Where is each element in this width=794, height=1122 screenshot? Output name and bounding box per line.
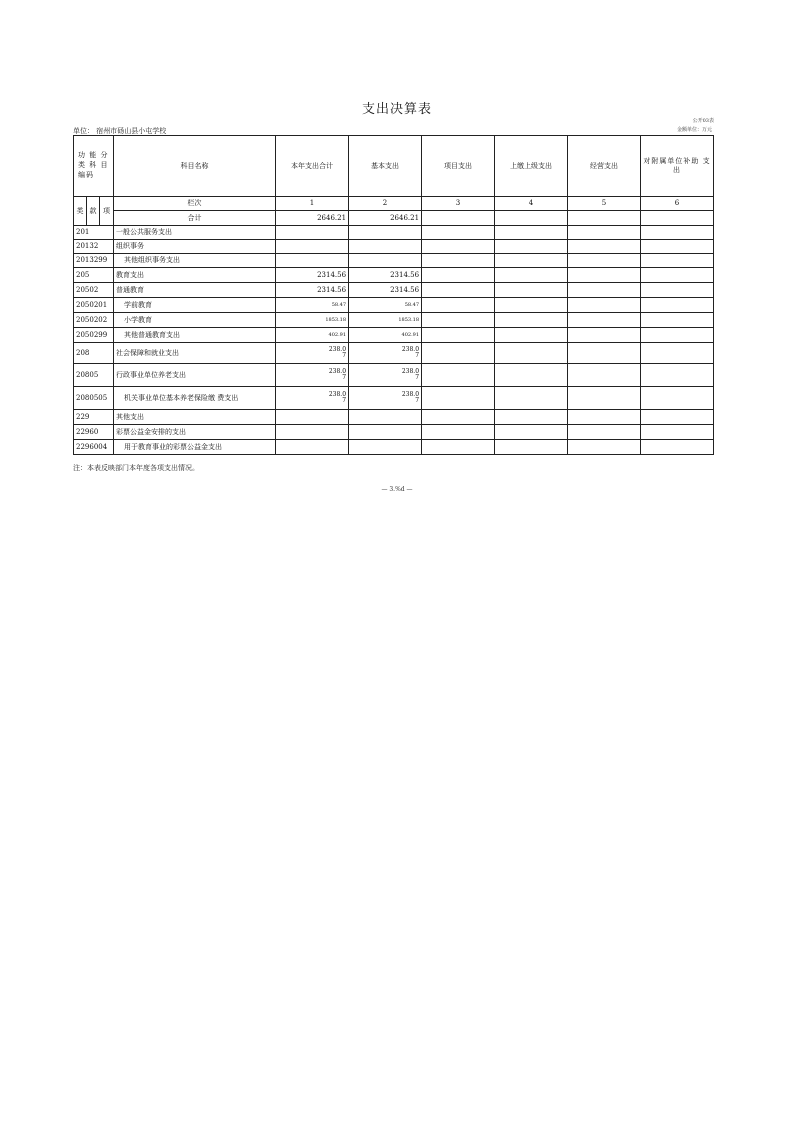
table-row <box>74 328 714 343</box>
row-code: 2050299 <box>74 328 114 343</box>
row-basic <box>349 364 422 387</box>
row-total <box>276 343 349 364</box>
col-number-4: 4 <box>495 197 568 211</box>
table-row <box>74 254 714 268</box>
row-name: 其他组织事务支出 <box>114 254 276 268</box>
expenditure-table <box>73 135 714 455</box>
row-basic <box>349 226 422 240</box>
row-code: 208 <box>74 343 114 364</box>
row-code: 2050202 <box>74 313 114 328</box>
row-total: 1853.18 <box>276 313 349 328</box>
row-total <box>276 387 349 410</box>
row-total: 2314.56 <box>276 268 349 283</box>
header-upper: 上缴上级支出 <box>495 136 568 197</box>
row-name: 教育支出 <box>114 268 276 283</box>
row-basic-main: 238.0 <box>401 367 420 375</box>
table-note: 注：本表反映部门本年度各项支出情况。 <box>73 464 199 472</box>
header-func-code: 功 能 分 类 科 目 编码 <box>74 136 114 197</box>
table-row <box>74 364 714 387</box>
header-total: 本年支出合计 <box>276 136 349 197</box>
row-name: 组织事务 <box>114 240 276 254</box>
row-code: 229 <box>74 410 114 425</box>
header-row <box>74 136 714 197</box>
col-number-5: 5 <box>568 197 641 211</box>
unit-label: 单位： 宿州市砀山县小屯学校 <box>73 127 167 135</box>
row-total-wrap: 7 <box>342 373 347 381</box>
row-total-main: 238.0 <box>328 390 347 398</box>
row-basic <box>349 343 422 364</box>
row-basic-wrap: 7 <box>415 351 420 359</box>
row-total <box>276 254 349 268</box>
row-total: 402.91 <box>276 328 349 343</box>
header-lei: 类 <box>74 197 87 226</box>
total-label: 合计 <box>114 211 276 226</box>
page-title: 支出决算表 <box>361 102 432 117</box>
row-name: 普通教育 <box>114 283 276 298</box>
row-basic: 2314.56 <box>349 268 422 283</box>
row-total-wrap: 7 <box>342 396 347 404</box>
row-name: 其他支出 <box>114 410 276 425</box>
row-total: 2314.56 <box>276 283 349 298</box>
row-basic-wrap: 7 <box>415 396 420 404</box>
table-row <box>74 268 714 283</box>
row-name: 行政事业单位养老支出 <box>114 364 276 387</box>
row-code: 201 <box>74 226 114 240</box>
total-value: 2646.21 <box>276 211 349 226</box>
table-row <box>74 240 714 254</box>
header-lanci: 栏次 <box>114 197 276 211</box>
header-subsidy: 对附属单位补助 支 出 <box>641 136 714 197</box>
row-total <box>276 226 349 240</box>
header-business: 经营支出 <box>568 136 641 197</box>
table-row <box>74 313 714 328</box>
row-code: 22960 <box>74 425 114 440</box>
row-basic-main: 238.0 <box>401 345 420 353</box>
row-name: 一般公共服务支出 <box>114 226 276 240</box>
row-basic: 2314.56 <box>349 283 422 298</box>
row-basic <box>349 254 422 268</box>
header-subject: 科目名称 <box>114 136 276 197</box>
row-code: 20132 <box>74 240 114 254</box>
row-basic-wrap: 7 <box>415 373 420 381</box>
row-code: 205 <box>74 268 114 283</box>
table-row <box>74 440 714 455</box>
row-code: 2080505 <box>74 387 114 410</box>
row-name: 其他普通教育支出 <box>114 328 276 343</box>
row-total-wrap: 7 <box>342 351 347 359</box>
row-code: 20502 <box>74 283 114 298</box>
row-total <box>276 364 349 387</box>
table-row <box>74 283 714 298</box>
row-code: 2296004 <box>74 440 114 455</box>
header-project: 项目支出 <box>422 136 495 197</box>
row-name: 用于教育事业的彩票公益金支出 <box>114 440 276 455</box>
row-total <box>276 425 349 440</box>
row-basic <box>349 410 422 425</box>
row-code: 2050201 <box>74 298 114 313</box>
row-total: 58.47 <box>276 298 349 313</box>
table-row <box>74 425 714 440</box>
total-row <box>74 211 714 226</box>
row-total <box>276 240 349 254</box>
row-basic <box>349 240 422 254</box>
total-basic-value: 2646.21 <box>349 211 422 226</box>
header-basic: 基本支出 <box>349 136 422 197</box>
row-name: 学前教育 <box>114 298 276 313</box>
row-basic: 402.91 <box>349 328 422 343</box>
col-number-1: 1 <box>276 197 349 211</box>
form-number: 公开03表 <box>692 118 714 124</box>
row-code: 20805 <box>74 364 114 387</box>
row-basic <box>349 440 422 455</box>
header-kuan: 款 <box>87 197 100 226</box>
table-row <box>74 343 714 364</box>
row-basic: 58.47 <box>349 298 422 313</box>
row-total-main: 238.0 <box>328 367 347 375</box>
page-number: — 3.%d — <box>381 486 413 493</box>
row-total <box>276 440 349 455</box>
row-name: 机关事业单位基本养老保险缴 费支出 <box>114 387 276 410</box>
row-name: 彩票公益金安排的支出 <box>114 425 276 440</box>
table-row <box>74 226 714 240</box>
table-row <box>74 387 714 410</box>
table-row <box>74 410 714 425</box>
row-basic: 1853.18 <box>349 313 422 328</box>
row-code: 2013299 <box>74 254 114 268</box>
money-unit-label: 金额单位：万元 <box>676 127 712 133</box>
row-basic <box>349 425 422 440</box>
col-number-6: 6 <box>641 197 714 211</box>
header-xiang: 项 <box>100 197 114 226</box>
row-total-main: 238.0 <box>328 345 347 353</box>
row-total <box>276 410 349 425</box>
table-row <box>74 298 714 313</box>
row-name: 小学教育 <box>114 313 276 328</box>
row-name: 社会保障和就业支出 <box>114 343 276 364</box>
row-basic <box>349 387 422 410</box>
row-basic-main: 238.0 <box>401 390 420 398</box>
col-number-3: 3 <box>422 197 495 211</box>
column-number-row <box>74 197 714 211</box>
col-number-2: 2 <box>349 197 422 211</box>
